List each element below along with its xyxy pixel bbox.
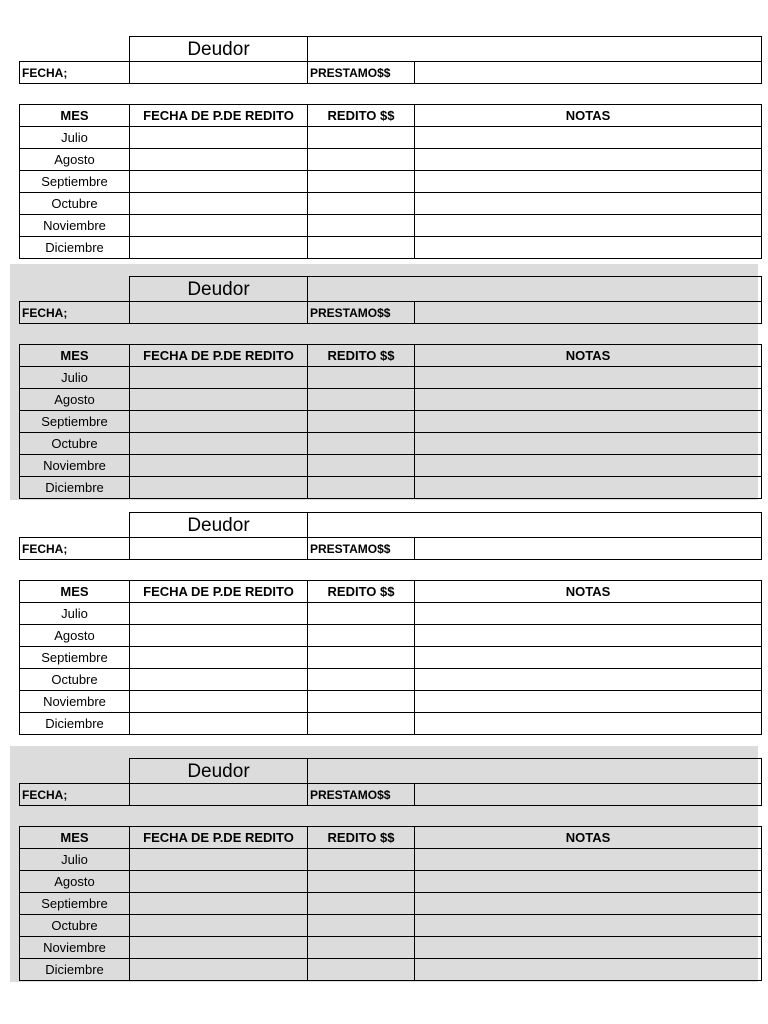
debtor-label: Deudor — [130, 513, 308, 538]
notes-cell[interactable] — [415, 625, 762, 647]
interest-amount-cell[interactable] — [308, 237, 415, 259]
table-row — [20, 367, 762, 389]
month-cell: Noviembre — [20, 937, 130, 959]
debtor-label: Deudor — [130, 37, 308, 62]
table-row — [20, 193, 762, 215]
table-row — [20, 915, 762, 937]
interest-amount-cell[interactable] — [308, 691, 415, 713]
debtor-header — [19, 36, 762, 84]
payment-date-cell[interactable] — [130, 849, 308, 871]
month-cell: Noviembre — [20, 455, 130, 477]
loan-record-block — [10, 264, 758, 500]
interest-payments-table — [19, 104, 762, 259]
payment-date-cell[interactable] — [130, 871, 308, 893]
month-cell: Agosto — [20, 149, 130, 171]
notes-cell[interactable] — [415, 915, 762, 937]
interest-amount-cell[interactable] — [308, 625, 415, 647]
month-cell: Septiembre — [20, 893, 130, 915]
month-cell: Septiembre — [20, 411, 130, 433]
debtor-name-field[interactable] — [308, 37, 762, 62]
table-row — [20, 959, 762, 981]
month-cell: Julio — [20, 127, 130, 149]
month-cell: Octubre — [20, 433, 130, 455]
month-cell: Noviembre — [20, 215, 130, 237]
interest-amount-cell[interactable] — [308, 915, 415, 937]
loan-record-block — [10, 24, 758, 260]
table-row — [20, 237, 762, 259]
payment-date-cell[interactable] — [130, 237, 308, 259]
debtor-name-field[interactable] — [308, 759, 762, 784]
column-header: FECHA DE P.DE REDITO — [130, 105, 308, 127]
payment-date-cell[interactable] — [130, 433, 308, 455]
table-row — [20, 455, 762, 477]
notes-cell[interactable] — [415, 389, 762, 411]
month-cell: Julio — [20, 367, 130, 389]
table-row — [20, 389, 762, 411]
month-cell: Julio — [20, 849, 130, 871]
interest-amount-cell[interactable] — [308, 893, 415, 915]
column-header: REDITO $$ — [308, 345, 415, 367]
payment-date-cell[interactable] — [130, 215, 308, 237]
payment-date-cell[interactable] — [130, 411, 308, 433]
payment-date-cell[interactable] — [130, 937, 308, 959]
table-row — [20, 149, 762, 171]
loan-amount-label: PRESTAMO$$ — [308, 784, 415, 806]
column-header: MES — [20, 345, 130, 367]
payment-date-cell[interactable] — [130, 691, 308, 713]
column-header: NOTAS — [415, 581, 762, 603]
loan-amount-field[interactable] — [415, 538, 762, 560]
date-field[interactable] — [130, 784, 308, 806]
table-row — [20, 477, 762, 499]
payment-date-cell[interactable] — [130, 647, 308, 669]
table-row — [20, 603, 762, 625]
notes-cell[interactable] — [415, 367, 762, 389]
notes-cell[interactable] — [415, 893, 762, 915]
table-row — [20, 849, 762, 871]
date-label: FECHA; — [20, 538, 130, 560]
month-cell: Noviembre — [20, 691, 130, 713]
payment-date-cell[interactable] — [130, 171, 308, 193]
notes-cell[interactable] — [415, 849, 762, 871]
notes-cell[interactable] — [415, 959, 762, 981]
notes-cell[interactable] — [415, 937, 762, 959]
payment-date-cell[interactable] — [130, 455, 308, 477]
interest-amount-cell[interactable] — [308, 193, 415, 215]
month-cell: Octubre — [20, 915, 130, 937]
loan-record-block — [10, 746, 758, 982]
notes-cell[interactable] — [415, 193, 762, 215]
interest-amount-cell[interactable] — [308, 433, 415, 455]
interest-amount-cell[interactable] — [308, 647, 415, 669]
debtor-label: Deudor — [130, 759, 308, 784]
interest-payments-table — [19, 344, 762, 499]
month-cell: Octubre — [20, 669, 130, 691]
column-header: MES — [20, 581, 130, 603]
payment-date-cell[interactable] — [130, 477, 308, 499]
date-label: FECHA; — [20, 784, 130, 806]
debtor-name-field[interactable] — [308, 513, 762, 538]
debtor-header — [19, 512, 762, 560]
interest-amount-cell[interactable] — [308, 149, 415, 171]
payment-date-cell[interactable] — [130, 893, 308, 915]
table-row — [20, 433, 762, 455]
interest-amount-cell[interactable] — [308, 389, 415, 411]
interest-amount-cell[interactable] — [308, 171, 415, 193]
column-header: NOTAS — [415, 105, 762, 127]
loan-record-block — [10, 500, 758, 736]
payment-date-cell[interactable] — [130, 149, 308, 171]
column-header: FECHA DE P.DE REDITO — [130, 581, 308, 603]
notes-cell[interactable] — [415, 127, 762, 149]
payment-date-cell[interactable] — [130, 669, 308, 691]
notes-cell[interactable] — [415, 411, 762, 433]
notes-cell[interactable] — [415, 477, 762, 499]
notes-cell[interactable] — [415, 691, 762, 713]
table-row — [20, 647, 762, 669]
payment-date-cell[interactable] — [130, 603, 308, 625]
month-cell: Agosto — [20, 871, 130, 893]
header-spacer — [20, 277, 130, 302]
payment-date-cell[interactable] — [130, 193, 308, 215]
payment-date-cell[interactable] — [130, 389, 308, 411]
table-row — [20, 625, 762, 647]
interest-amount-cell[interactable] — [308, 959, 415, 981]
table-row — [20, 411, 762, 433]
payment-date-cell[interactable] — [130, 625, 308, 647]
column-header: REDITO $$ — [308, 105, 415, 127]
table-row — [20, 713, 762, 735]
month-cell: Diciembre — [20, 959, 130, 981]
table-row — [20, 215, 762, 237]
month-cell: Septiembre — [20, 647, 130, 669]
interest-amount-cell[interactable] — [308, 127, 415, 149]
column-header: MES — [20, 827, 130, 849]
column-header: FECHA DE P.DE REDITO — [130, 827, 308, 849]
notes-cell[interactable] — [415, 433, 762, 455]
table-row — [20, 669, 762, 691]
debtor-label: Deudor — [130, 277, 308, 302]
month-cell: Diciembre — [20, 237, 130, 259]
loan-amount-label: PRESTAMO$$ — [308, 302, 415, 324]
column-header: NOTAS — [415, 345, 762, 367]
loan-amount-field[interactable] — [415, 302, 762, 324]
month-cell: Agosto — [20, 625, 130, 647]
table-row — [20, 871, 762, 893]
notes-cell[interactable] — [415, 237, 762, 259]
column-header: REDITO $$ — [308, 827, 415, 849]
notes-cell[interactable] — [415, 669, 762, 691]
loan-amount-label: PRESTAMO$$ — [308, 62, 415, 84]
interest-payments-table — [19, 826, 762, 981]
column-header: REDITO $$ — [308, 581, 415, 603]
interest-amount-cell[interactable] — [308, 713, 415, 735]
notes-cell[interactable] — [415, 171, 762, 193]
interest-amount-cell[interactable] — [308, 849, 415, 871]
interest-amount-cell[interactable] — [308, 455, 415, 477]
notes-cell[interactable] — [415, 215, 762, 237]
loan-amount-field[interactable] — [415, 62, 762, 84]
month-cell: Agosto — [20, 389, 130, 411]
interest-amount-cell[interactable] — [308, 937, 415, 959]
date-field[interactable] — [130, 62, 308, 84]
column-header: MES — [20, 105, 130, 127]
table-row — [20, 937, 762, 959]
debtor-name-field[interactable] — [308, 277, 762, 302]
loan-amount-label: PRESTAMO$$ — [308, 538, 415, 560]
table-row — [20, 171, 762, 193]
month-cell: Septiembre — [20, 171, 130, 193]
payment-date-cell[interactable] — [130, 367, 308, 389]
date-field[interactable] — [130, 302, 308, 324]
header-spacer — [20, 37, 130, 62]
interest-amount-cell[interactable] — [308, 477, 415, 499]
table-row — [20, 893, 762, 915]
interest-amount-cell[interactable] — [308, 367, 415, 389]
interest-amount-cell[interactable] — [308, 871, 415, 893]
table-row — [20, 691, 762, 713]
month-cell: Diciembre — [20, 477, 130, 499]
notes-cell[interactable] — [415, 647, 762, 669]
interest-amount-cell[interactable] — [308, 411, 415, 433]
debtor-header — [19, 276, 762, 324]
month-cell: Octubre — [20, 193, 130, 215]
column-header: FECHA DE P.DE REDITO — [130, 345, 308, 367]
interest-amount-cell[interactable] — [308, 215, 415, 237]
interest-payments-table — [19, 580, 762, 735]
interest-amount-cell[interactable] — [308, 669, 415, 691]
loan-amount-field[interactable] — [415, 784, 762, 806]
month-cell: Diciembre — [20, 713, 130, 735]
notes-cell[interactable] — [415, 871, 762, 893]
payment-date-cell[interactable] — [130, 959, 308, 981]
table-row — [20, 127, 762, 149]
date-label: FECHA; — [20, 62, 130, 84]
notes-cell[interactable] — [415, 603, 762, 625]
date-label: FECHA; — [20, 302, 130, 324]
header-spacer — [20, 513, 130, 538]
interest-amount-cell[interactable] — [308, 603, 415, 625]
column-header: NOTAS — [415, 827, 762, 849]
date-field[interactable] — [130, 538, 308, 560]
notes-cell[interactable] — [415, 149, 762, 171]
payment-date-cell[interactable] — [130, 127, 308, 149]
notes-cell[interactable] — [415, 455, 762, 477]
notes-cell[interactable] — [415, 713, 762, 735]
payment-date-cell[interactable] — [130, 713, 308, 735]
debtor-header — [19, 758, 762, 806]
payment-date-cell[interactable] — [130, 915, 308, 937]
header-spacer — [20, 759, 130, 784]
month-cell: Julio — [20, 603, 130, 625]
